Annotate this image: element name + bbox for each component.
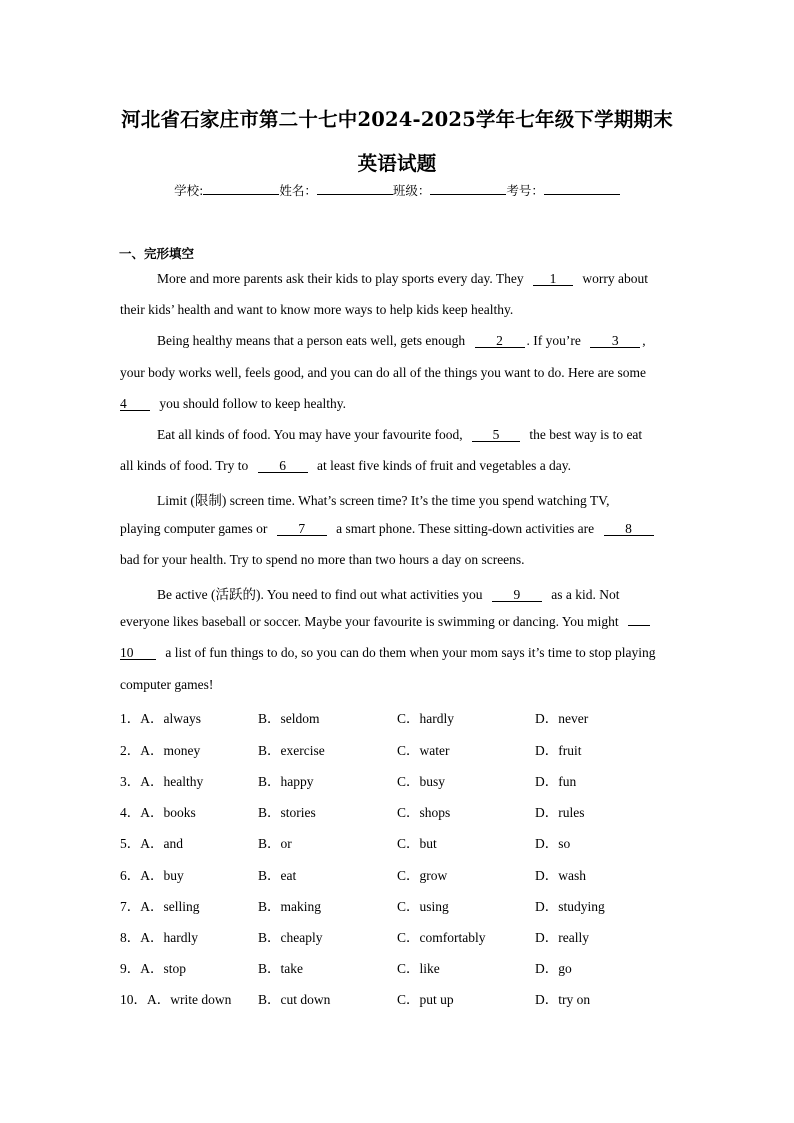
exam-title-line1: 河北省石家庄市第二十七中2024-2025学年七年级下学期期末: [121, 108, 673, 131]
passage-text: all kinds of food. Try to: [120, 458, 249, 473]
option-b[interactable]: B．making: [258, 899, 321, 914]
passage-line: [157, 333, 646, 349]
exam-number-blank[interactable]: [544, 182, 620, 195]
blank-10-start[interactable]: [628, 625, 650, 626]
blank-1[interactable]: 1: [533, 272, 573, 286]
blank-3[interactable]: 3: [590, 334, 640, 348]
option-c[interactable]: C．hardly: [397, 711, 454, 726]
option-b[interactable]: B．cut down: [258, 992, 331, 1007]
option-d[interactable]: D．try on: [535, 992, 591, 1007]
option-d[interactable]: D．so: [535, 836, 571, 851]
option-b[interactable]: B．cheaply: [258, 930, 323, 945]
option-a-text: A．always: [140, 711, 201, 726]
passage-line: [120, 302, 513, 318]
option-b[interactable]: B．or: [258, 836, 292, 851]
option-d[interactable]: D．rules: [535, 805, 585, 820]
blank-5[interactable]: 5: [472, 428, 520, 442]
question-row: [120, 895, 680, 913]
passage-text: Being healthy means that a person eats well, gets enough: [157, 333, 466, 348]
option-a-text: A．buy: [140, 868, 184, 883]
question-number-and-option-a[interactable]: [120, 739, 200, 759]
question-number: 4．: [120, 805, 141, 820]
option-c[interactable]: C．comfortably: [397, 930, 486, 945]
option-b[interactable]: B．exercise: [258, 743, 325, 758]
question-row: [120, 832, 680, 850]
question-number-and-option-a[interactable]: [120, 864, 184, 884]
option-a-text: A．selling: [140, 899, 200, 914]
option-a-text: A．money: [140, 743, 201, 758]
option-b[interactable]: B．happy: [258, 774, 314, 789]
question-number: 5．: [120, 836, 141, 851]
option-c[interactable]: C．water: [397, 743, 450, 758]
passage-line: [157, 427, 642, 443]
option-c[interactable]: C．put up: [397, 992, 454, 1007]
option-c[interactable]: C．but: [397, 836, 437, 851]
option-a-text: A．healthy: [140, 774, 204, 789]
question-row: [120, 739, 680, 757]
passage-text: . If you’re: [526, 333, 581, 348]
option-a-text: A．write down: [147, 992, 232, 1007]
option-b[interactable]: B．take: [258, 961, 303, 976]
question-number-and-option-a[interactable]: [120, 926, 198, 946]
question-row: [120, 770, 680, 788]
passage-line: [120, 645, 655, 661]
blank-9[interactable]: 9: [492, 588, 542, 602]
question-number: 10．: [120, 992, 147, 1007]
option-d[interactable]: D．never: [535, 711, 589, 726]
question-row: [120, 707, 680, 725]
passage-text: a smart phone. These sitting-down activities are: [336, 521, 595, 536]
passage-text: as a kid. Not: [551, 587, 620, 602]
passage-line: [120, 458, 571, 474]
exam-title-line2: 英语试题: [357, 152, 437, 175]
passage-text: Limit (限制) screen time. What’s screen time? It’s the time you spend watching TV,: [157, 493, 610, 508]
question-number: 6．: [120, 868, 141, 883]
passage-text: worry about: [582, 271, 649, 286]
question-row: [120, 926, 680, 944]
option-b[interactable]: B．seldom: [258, 711, 320, 726]
passage-line: [157, 489, 610, 509]
option-d[interactable]: D．really: [535, 930, 589, 945]
blank-4[interactable]: 4: [120, 397, 150, 411]
option-c[interactable]: C．shops: [397, 805, 451, 820]
passage-text: bad for your health. Try to spend no more than two hours a day on screens.: [120, 552, 525, 567]
question-number: 7．: [120, 899, 141, 914]
passage-text: their kids’ health and want to know more ways to help kids keep healthy.: [120, 302, 514, 317]
class-label: 班级：: [392, 183, 431, 198]
passage-text: the best way is to eat: [529, 427, 643, 442]
option-c[interactable]: C．grow: [397, 868, 448, 883]
option-c[interactable]: C．like: [397, 961, 440, 976]
passage-text: you should follow to keep healthy.: [159, 396, 346, 411]
passage-line: [120, 614, 650, 630]
passage-text: ,: [642, 333, 646, 348]
passage-line: [120, 552, 525, 568]
option-d[interactable]: D．wash: [535, 868, 586, 883]
school-label: 学校:: [174, 183, 204, 198]
school-blank[interactable]: [203, 182, 279, 195]
question-number-and-option-a[interactable]: [120, 707, 201, 727]
blank-10[interactable]: 10: [120, 646, 156, 660]
question-number: 1．: [120, 711, 141, 726]
question-row: [120, 988, 680, 1006]
question-number-and-option-a[interactable]: [120, 988, 231, 1008]
option-a-text: A．books: [140, 805, 196, 820]
question-number-and-option-a[interactable]: [120, 957, 186, 977]
question-row: [120, 864, 680, 882]
option-b[interactable]: B．stories: [258, 805, 316, 820]
question-number: 9．: [120, 961, 141, 976]
question-number-and-option-a[interactable]: [120, 832, 183, 852]
passage-line: [120, 521, 660, 537]
question-number: 2．: [120, 743, 141, 758]
blank-2[interactable]: 2: [475, 334, 525, 348]
option-c[interactable]: C．busy: [397, 774, 446, 789]
option-a-text: A．and: [140, 836, 183, 851]
exam-number-label: 考号：: [506, 183, 544, 198]
passage-line: [120, 677, 213, 693]
name-label: 姓名：: [279, 183, 317, 198]
student-info-row: [0, 181, 794, 199]
question-number-and-option-a[interactable]: [120, 895, 200, 915]
name-blank[interactable]: [317, 182, 393, 195]
passage-text: More and more parents ask their kids to play sports every day. They: [157, 271, 524, 286]
option-d[interactable]: D．fun: [535, 774, 577, 789]
passage-text: playing computer games or: [120, 521, 268, 536]
option-d[interactable]: D．fruit: [535, 743, 582, 758]
question-number: 8．: [120, 930, 141, 945]
blank-6[interactable]: 6: [258, 459, 308, 473]
passage-line: [120, 365, 646, 381]
question-number: 3．: [120, 774, 141, 789]
passage-text: your body works well, feels good, and you can do all of the things you want to do. Here are some: [120, 365, 647, 380]
question-row: [120, 801, 680, 819]
class-blank[interactable]: [430, 182, 506, 195]
blank-7[interactable]: 7: [277, 522, 327, 536]
passage-text: computer games!: [120, 677, 214, 692]
question-number-and-option-a[interactable]: [120, 801, 196, 821]
option-a-text: A．stop: [140, 961, 187, 976]
option-b[interactable]: B．eat: [258, 868, 297, 883]
option-c[interactable]: C．using: [397, 899, 449, 914]
question-number-and-option-a[interactable]: [120, 770, 203, 790]
passage-text: Eat all kinds of food. You may have your favourite food,: [157, 427, 463, 442]
passage-text: Be active (活跃的). You need to find out what activities you: [157, 587, 483, 602]
option-a-text: A．hardly: [140, 930, 198, 945]
passage-text: at least five kinds of fruit and vegetables a day.: [317, 458, 572, 473]
passage-text: everyone likes baseball or soccer. Maybe your favourite is swimming or dancing. You might: [120, 614, 619, 629]
passage-line: [157, 583, 619, 603]
question-row: [120, 957, 680, 975]
passage-line: [157, 271, 648, 287]
passage-line: [120, 396, 346, 412]
blank-8[interactable]: 8: [604, 522, 654, 536]
option-d[interactable]: D．go: [535, 961, 572, 976]
passage-text: a list of fun things to do, so you can do them when your mom says it’s time to stop playing: [165, 645, 656, 660]
option-d[interactable]: D．studying: [535, 899, 605, 914]
section-heading: 一、完形填空: [119, 246, 195, 261]
